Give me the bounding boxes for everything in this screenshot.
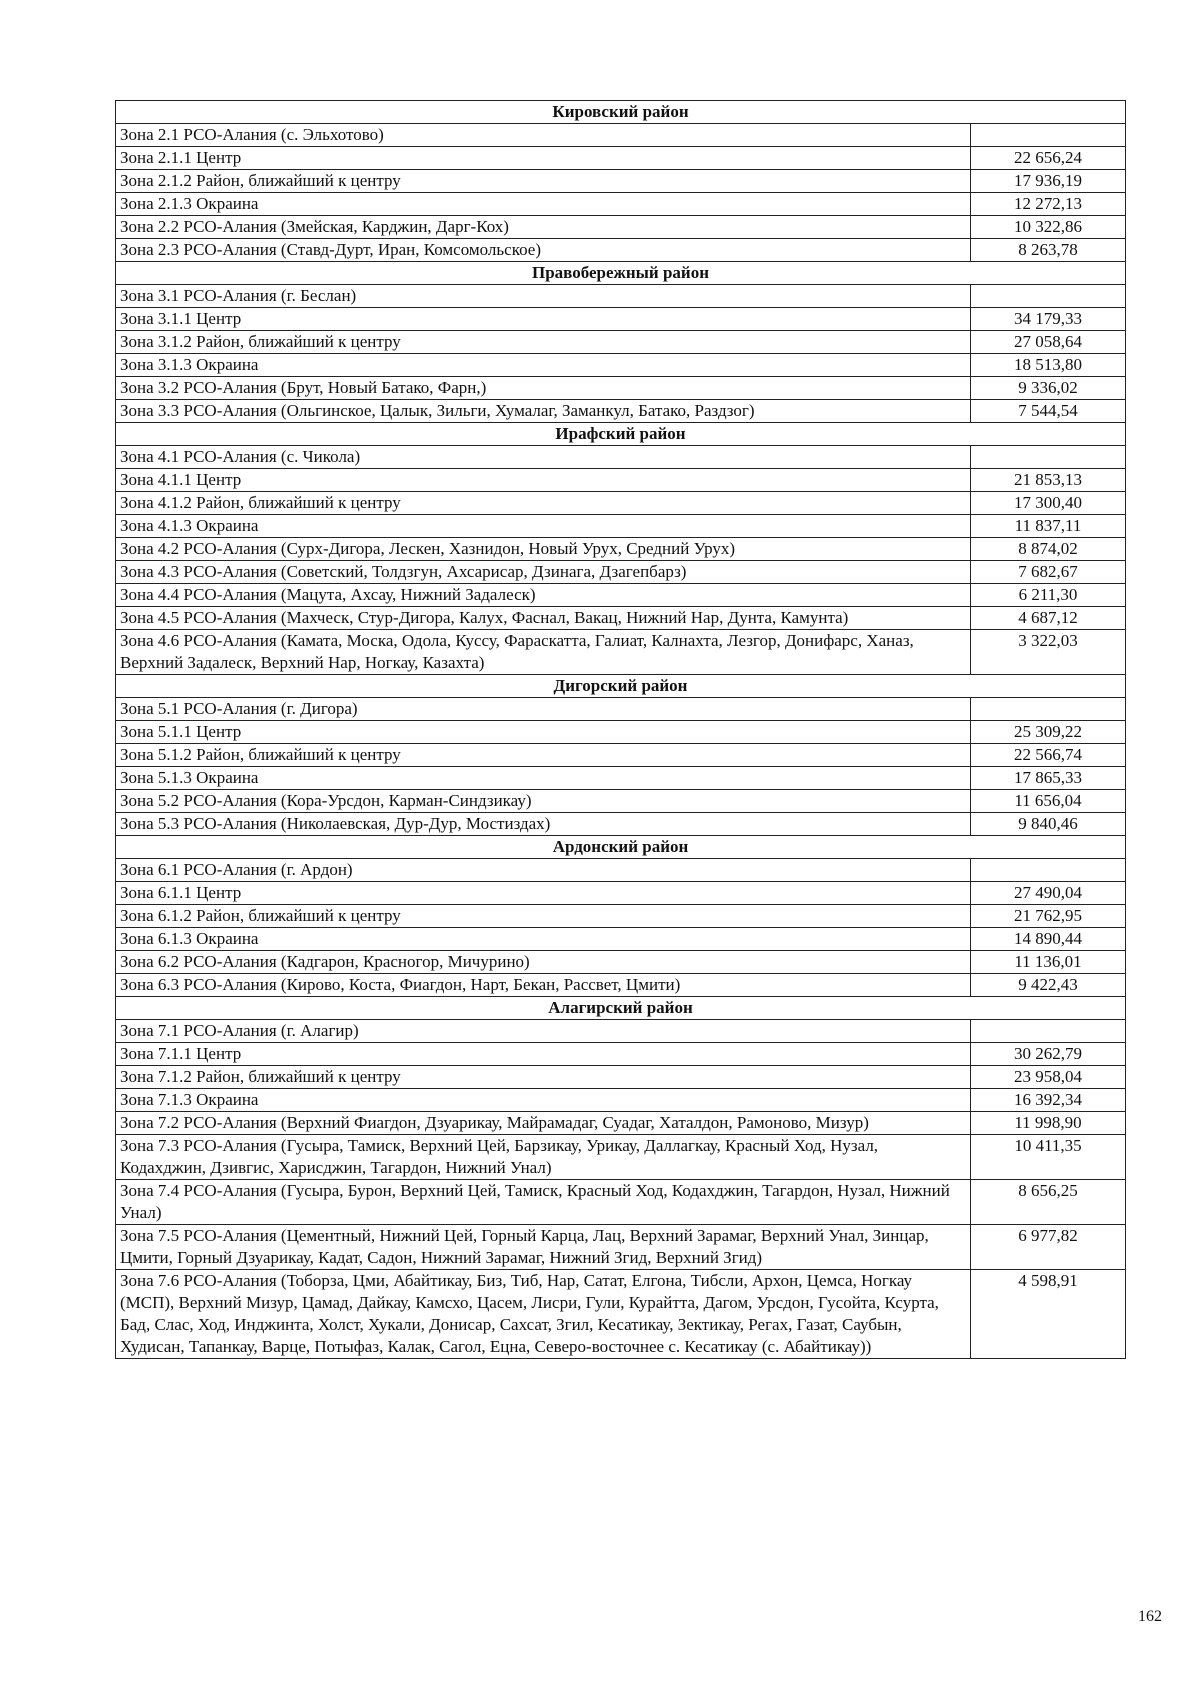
- district-name: Кировский район: [116, 101, 1126, 124]
- zone-row: [116, 400, 1126, 423]
- price-value: 16 392,34: [971, 1089, 1126, 1112]
- price-value: 21 762,95: [971, 905, 1126, 928]
- price-value: 23 958,04: [971, 1066, 1126, 1089]
- price-value: 22 656,24: [971, 147, 1126, 170]
- subzone-row: [116, 1043, 1126, 1066]
- price-value: 11 837,11: [971, 515, 1126, 538]
- zone-row: [116, 859, 1126, 882]
- subzone-row: [116, 882, 1126, 905]
- subzone-row: [116, 515, 1126, 538]
- zone-name: Зона 6.1 РСО-Алания (г. Ардон): [116, 859, 971, 882]
- price-value: 8 874,02: [971, 538, 1126, 561]
- zone-row: [116, 1270, 1126, 1359]
- zone-row: [116, 1180, 1126, 1225]
- subzone-name: Зона 6.1.1 Центр: [116, 882, 971, 905]
- price-value: 4 687,12: [971, 607, 1126, 630]
- zone-name: Зона 6.2 РСО-Алания (Кадгарон, Красногор, Мичурино): [116, 951, 971, 974]
- price-value: 17 865,33: [971, 767, 1126, 790]
- subzone-name: Зона 4.1.1 Центр: [116, 469, 971, 492]
- subzone-name: Зона 2.1.3 Окраина: [116, 193, 971, 216]
- zone-name: Зона 4.4 РСО-Алания (Мацута, Ахсау, Нижний Задалеск): [116, 584, 971, 607]
- subzone-row: [116, 170, 1126, 193]
- zone-row: [116, 1225, 1126, 1270]
- zone-name: Зона 2.1 РСО-Алания (с. Эльхотово): [116, 124, 971, 147]
- price-value: 18 513,80: [971, 354, 1126, 377]
- subzone-name: Зона 5.1.3 Окраина: [116, 767, 971, 790]
- zone-row: [116, 446, 1126, 469]
- zone-row: [116, 630, 1126, 675]
- zone-name: Зона 2.2 РСО-Алания (Змейская, Карджин, Дарг-Кох): [116, 216, 971, 239]
- subzone-name: Зона 6.1.2 Район, ближайший к центру: [116, 905, 971, 928]
- zone-name: Зона 7.6 РСО-Алания (Тоборза, Цми, Абайтикау, Биз, Тиб, Нар, Сатат, Елгона, Тибсли, Архон, Цемса, Ногкау (МСП), Верхний Мизур, Цамад, Дайкау, Камсхо, Цасем, Лисри, Гули, Курайтта, Дагом, Урсдон, Гусойта, Ксурта, Бад, Слас, Ход, Инджинта, Холст, Хукали, Донисар, Сахсат, Згил, Кесатикау, Зектикау, Регах, Газат, Саубын, Худисан, Тапанкау, Варце, Потыфаз, Калак, Сагол, Ецна, Северо-восточнее с. Кесатикау (с. Абайтикау)): [116, 1270, 971, 1359]
- zone-name: Зона 6.3 РСО-Алания (Кирово, Коста, Фиагдон, Нарт, Бекан, Рассвет, Цмити): [116, 974, 971, 997]
- zone-name: Зона 4.6 РСО-Алания (Камата, Моска, Одола, Куссу, Фараскатта, Галиат, Калнахта, Лезгор, Донифарс, Ханаз, Верхний Задалеск, Верхний Нар, Ногкау, Казахта): [116, 630, 971, 675]
- zone-name: Зона 5.2 РСО-Алания (Кора-Урсдон, Карман-Синдзикау): [116, 790, 971, 813]
- zone-name: Зона 5.1 РСО-Алания (г. Дигора): [116, 698, 971, 721]
- subzone-row: [116, 1089, 1126, 1112]
- price-value: 21 853,13: [971, 469, 1126, 492]
- price-value: 11 136,01: [971, 951, 1126, 974]
- price-value: 17 936,19: [971, 170, 1126, 193]
- zone-row: [116, 538, 1126, 561]
- zone-row: [116, 974, 1126, 997]
- price-value: [971, 1020, 1126, 1043]
- district-name: Ирафский район: [116, 423, 1126, 446]
- zone-row: [116, 377, 1126, 400]
- zone-name: Зона 7.2 РСО-Алания (Верхний Фиагдон, Дзуарикау, Майрамадаг, Суадаг, Хаталдон, Рамоново, Мизур): [116, 1112, 971, 1135]
- subzone-name: Зона 4.1.3 Окраина: [116, 515, 971, 538]
- zone-row: [116, 285, 1126, 308]
- subzone-row: [116, 744, 1126, 767]
- table-body: [116, 101, 1126, 1359]
- district-name: Алагирский район: [116, 997, 1126, 1020]
- price-value: 30 262,79: [971, 1043, 1126, 1066]
- price-value: 25 309,22: [971, 721, 1126, 744]
- price-value: 22 566,74: [971, 744, 1126, 767]
- zone-name: Зона 7.4 РСО-Алания (Гусыра, Бурон, Верхний Цей, Тамиск, Красный Ход, Кодахджин, Тагардон, Нузал, Нижний Унал): [116, 1180, 971, 1225]
- price-value: [971, 124, 1126, 147]
- district-name: Ардонский район: [116, 836, 1126, 859]
- subzone-name: Зона 5.1.2 Район, ближайший к центру: [116, 744, 971, 767]
- zone-name: Зона 7.1 РСО-Алания (г. Алагир): [116, 1020, 971, 1043]
- zone-row: [116, 790, 1126, 813]
- price-value: [971, 698, 1126, 721]
- price-value: 14 890,44: [971, 928, 1126, 951]
- price-value: 17 300,40: [971, 492, 1126, 515]
- zone-name: Зона 3.2 РСО-Алания (Брут, Новый Батако, Фарн,): [116, 377, 971, 400]
- subzone-row: [116, 354, 1126, 377]
- price-value: 9 336,02: [971, 377, 1126, 400]
- subzone-row: [116, 469, 1126, 492]
- district-header-row: [116, 101, 1126, 124]
- zone-name: Зона 5.3 РСО-Алания (Николаевская, Дур-Дур, Мостиздах): [116, 813, 971, 836]
- subzone-name: Зона 7.1.2 Район, ближайший к центру: [116, 1066, 971, 1089]
- subzone-row: [116, 147, 1126, 170]
- price-value: [971, 285, 1126, 308]
- zone-row: [116, 951, 1126, 974]
- price-value: 34 179,33: [971, 308, 1126, 331]
- price-value: 12 272,13: [971, 193, 1126, 216]
- district-header-row: [116, 997, 1126, 1020]
- price-value: 27 058,64: [971, 331, 1126, 354]
- district-header-row: [116, 675, 1126, 698]
- subzone-row: [116, 721, 1126, 744]
- subzone-name: Зона 3.1.2 Район, ближайший к центру: [116, 331, 971, 354]
- zone-row: [116, 1020, 1126, 1043]
- zone-name: Зона 3.1 РСО-Алания (г. Беслан): [116, 285, 971, 308]
- subzone-row: [116, 308, 1126, 331]
- district-name: Правобережный район: [116, 262, 1126, 285]
- district-header-row: [116, 836, 1126, 859]
- price-value: 8 656,25: [971, 1180, 1126, 1225]
- subzone-name: Зона 7.1.1 Центр: [116, 1043, 971, 1066]
- price-value: 9 840,46: [971, 813, 1126, 836]
- zone-row: [116, 561, 1126, 584]
- zone-name: Зона 4.3 РСО-Алания (Советский, Толдзгун, Ахсарисар, Дзинага, Дзагепбарз): [116, 561, 971, 584]
- zone-row: [116, 698, 1126, 721]
- zone-row: [116, 813, 1126, 836]
- district-header-row: [116, 262, 1126, 285]
- subzone-row: [116, 767, 1126, 790]
- subzone-name: Зона 4.1.2 Район, ближайший к центру: [116, 492, 971, 515]
- zone-name: Зона 7.3 РСО-Алания (Гусыра, Тамиск, Верхний Цей, Барзикау, Урикау, Даллагкау, Красный Ход, Нузал, Кодахджин, Дзивгис, Харисджин, Тагардон, Нижний Унал): [116, 1135, 971, 1180]
- zone-row: [116, 1135, 1126, 1180]
- subzone-row: [116, 905, 1126, 928]
- price-value: 27 490,04: [971, 882, 1126, 905]
- price-value: [971, 446, 1126, 469]
- zone-name: Зона 4.5 РСО-Алания (Махческ, Стур-Дигора, Калух, Фаснал, Вакац, Нижний Нар, Дунта, Камунта): [116, 607, 971, 630]
- price-value: 7 682,67: [971, 561, 1126, 584]
- subzone-name: Зона 2.1.1 Центр: [116, 147, 971, 170]
- zone-row: [116, 216, 1126, 239]
- district-name: Дигорский район: [116, 675, 1126, 698]
- subzone-row: [116, 928, 1126, 951]
- subzone-name: Зона 6.1.3 Окраина: [116, 928, 971, 951]
- zone-row: [116, 239, 1126, 262]
- zone-row: [116, 607, 1126, 630]
- price-value: 11 998,90: [971, 1112, 1126, 1135]
- price-value: 10 322,86: [971, 216, 1126, 239]
- subzone-name: Зона 2.1.2 Район, ближайший к центру: [116, 170, 971, 193]
- price-value: 7 544,54: [971, 400, 1126, 423]
- zone-row: [116, 584, 1126, 607]
- price-value: 3 322,03: [971, 630, 1126, 675]
- subzone-name: Зона 3.1.1 Центр: [116, 308, 971, 331]
- price-value: [971, 859, 1126, 882]
- zone-name: Зона 4.2 РСО-Алания (Сурх-Дигора, Лескен, Хазнидон, Новый Урух, Средний Урух): [116, 538, 971, 561]
- zone-name: Зона 7.5 РСО-Алания (Цементный, Нижний Цей, Горный Карца, Лац, Верхний Зарамаг, Верхний Унал, Зинцар, Цмити, Горный Дзуарикау, Кадат, Садон, Нижний Зарамаг, Нижний Згид, Верхний Згид): [116, 1225, 971, 1270]
- zone-row: [116, 1112, 1126, 1135]
- zone-name: Зона 3.3 РСО-Алания (Ольгинское, Цалык, Зильги, Хумалаг, Заманкул, Батако, Раздзог): [116, 400, 971, 423]
- page-number: 162: [1138, 1608, 1162, 1625]
- subzone-row: [116, 492, 1126, 515]
- district-header-row: [116, 423, 1126, 446]
- subzone-name: Зона 3.1.3 Окраина: [116, 354, 971, 377]
- zone-name: Зона 4.1 РСО-Алания (с. Чикола): [116, 446, 971, 469]
- subzone-row: [116, 331, 1126, 354]
- subzone-row: [116, 193, 1126, 216]
- price-value: 8 263,78: [971, 239, 1126, 262]
- price-value: 6 211,30: [971, 584, 1126, 607]
- price-value: 4 598,91: [971, 1270, 1126, 1359]
- price-value: 9 422,43: [971, 974, 1126, 997]
- zone-price-table: [115, 100, 1126, 1359]
- price-value: 11 656,04: [971, 790, 1126, 813]
- price-value: 10 411,35: [971, 1135, 1126, 1180]
- zone-name: Зона 2.3 РСО-Алания (Ставд-Дурт, Иран, Комсомольское): [116, 239, 971, 262]
- subzone-row: [116, 1066, 1126, 1089]
- price-value: 6 977,82: [971, 1225, 1126, 1270]
- subzone-name: Зона 5.1.1 Центр: [116, 721, 971, 744]
- subzone-name: Зона 7.1.3 Окраина: [116, 1089, 971, 1112]
- zone-row: [116, 124, 1126, 147]
